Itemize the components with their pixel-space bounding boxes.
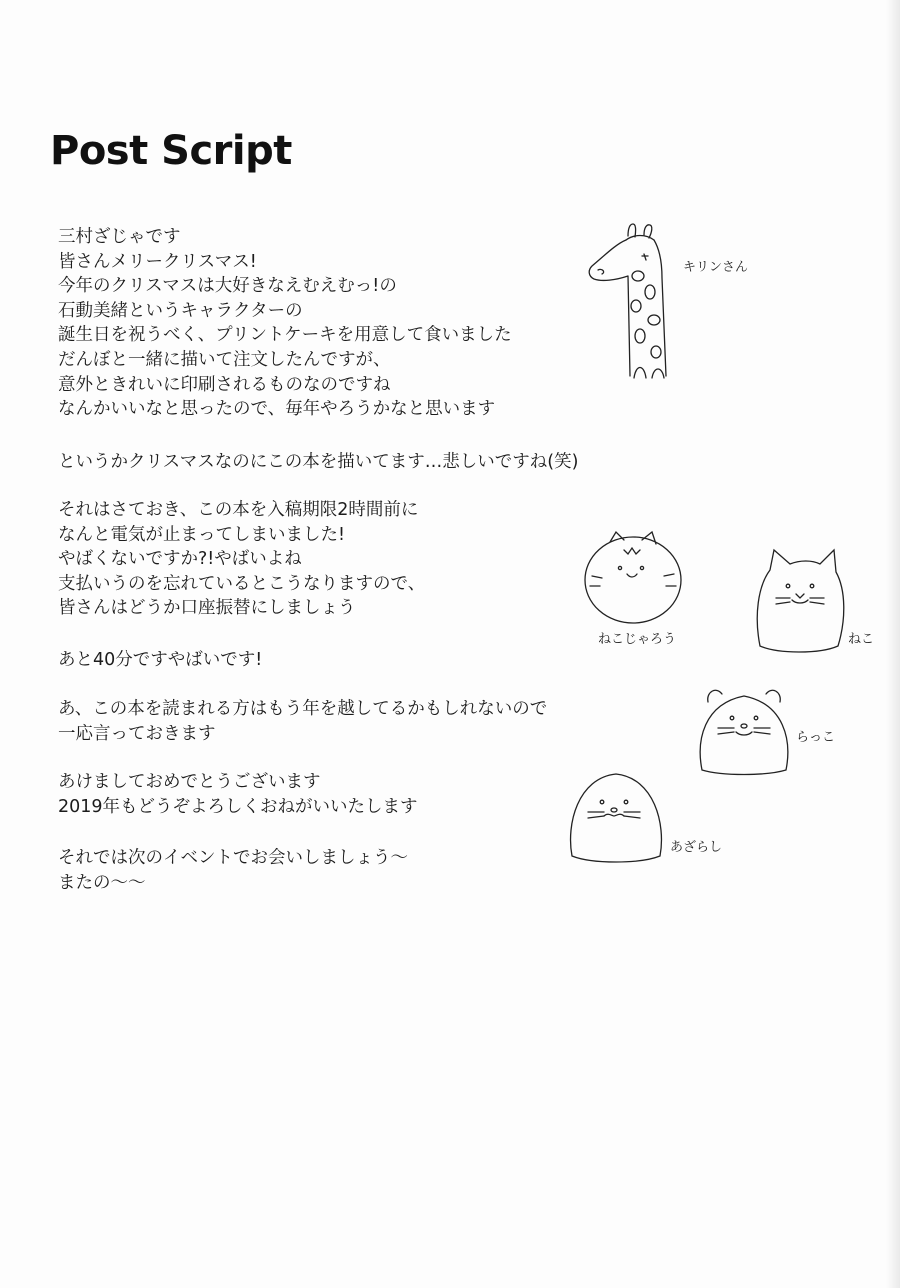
text-line: だんぼと一緒に描いて注文したんですが、 [58,349,391,370]
text-line: あ、この本を読まれる方はもう年を越してるかもしれないので [58,699,548,719]
text-line: あけましておめでとうございます [58,772,321,792]
text-line: またの～～ [58,872,146,893]
paragraph-closing [58,846,408,895]
paragraph-deadline [58,648,262,673]
text-line: 一応言っておきます [58,723,216,744]
text-line: 今年のクリスマスは大好きなえむえむっ!の [58,276,397,297]
text-line: 三村ざじゃです [58,227,181,247]
text-line: それはさておき、この本を入稿期限2時間前に [58,500,419,520]
text-line: というかクリスマスなのにこの本を描いてます…悲しいですね(笑) [58,452,579,472]
text-line: それでは次のイベントでお会いしましょう～ [58,848,408,868]
page-edge-shadow [886,0,900,1288]
seal-doodle-icon [566,768,666,864]
sea-otter-doodle-label: らっこ [796,730,836,745]
text-line: 意外ときれいに印刷されるものなのですね [58,374,391,395]
paragraph-greeting [58,225,512,422]
giraffe-doodle-icon [586,218,682,382]
text-line: やばくないですか?!やばいよね [58,549,302,570]
text-line: 皆さんはどうか口座振替にしましょう [58,598,356,619]
round-cat-doodle-icon [580,528,684,628]
page-title: Post Script [50,128,292,174]
cat-doodle-label: ねこ [848,632,875,647]
sea-otter-doodle-icon [694,680,794,776]
cat-doodle-icon [750,546,850,658]
text-line: 石動美緒というキャラクターの [58,300,303,321]
text-line: 誕生日を祝うべく、プリントケーキを用意して食いました [58,325,512,346]
text-line: なんと電気が止まってしまいました! [58,524,346,545]
text-line: あと40分ですやばいです! [58,650,263,670]
seal-doodle-label: あざらし [670,840,723,855]
text-line: 皆さんメリークリスマス! [58,251,257,272]
round-cat-doodle-label: ねこじゃろう [598,632,677,647]
paragraph-new-year-greeting [58,770,418,819]
text-line: 2019年もどうぞよろしくおねがいいたします [58,796,418,817]
paragraph-christmas [58,450,578,475]
paragraph-new-year-note [58,697,547,746]
paragraph-power-outage [58,498,425,621]
text-line: 支払いうのを忘れているとこうなりますので、 [58,573,426,594]
giraffe-doodle-label: キリンさん [683,260,749,275]
text-line: なんかいいなと思ったので、毎年やろうかなと思います [58,399,496,420]
